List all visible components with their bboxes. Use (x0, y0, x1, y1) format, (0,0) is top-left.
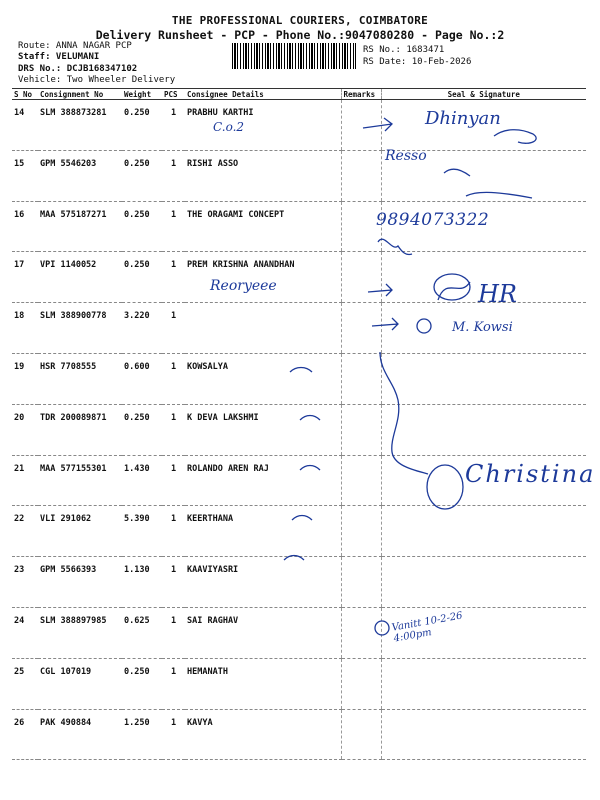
cell-remarks (341, 506, 381, 557)
cell-weight: 5.390 (122, 506, 162, 557)
cell-sno: 18 (12, 303, 38, 354)
cell-pcs: 1 (162, 658, 185, 709)
handwritten-signature: M. Kowsi (452, 320, 513, 335)
cell-consignee: THE ORAGAMI CONCEPT (185, 201, 341, 252)
cell-remarks (341, 709, 381, 760)
cell-consignment: CGL 107019 (38, 658, 122, 709)
cell-sno: 22 (12, 506, 38, 557)
cell-pcs: 1 (162, 455, 185, 506)
cell-remarks (341, 150, 381, 201)
cell-remarks (341, 303, 381, 354)
rs-number: RS No.: 1683471 (363, 45, 445, 55)
cell-sno: 24 (12, 607, 38, 658)
col-consignment-header: Consignment No (38, 89, 122, 100)
cell-consignee: KEERTHANA (185, 506, 341, 557)
cell-consignment: SLM 388873281 (38, 100, 122, 151)
cell-weight: 1.430 (122, 455, 162, 506)
cell-pcs: 1 (162, 607, 185, 658)
cell-pcs: 1 (162, 353, 185, 404)
cell-remarks (341, 455, 381, 506)
table-row (12, 658, 586, 709)
cell-consignment: VLI 291062 (38, 506, 122, 557)
vehicle-label: Vehicle: Two Wheeler Delivery (18, 75, 176, 85)
cell-consignment: GPM 5566393 (38, 557, 122, 608)
cell-signature (381, 709, 586, 760)
cell-weight: 0.250 (122, 201, 162, 252)
cell-sno: 17 (12, 252, 38, 303)
cell-remarks (341, 607, 381, 658)
cell-sno: 25 (12, 658, 38, 709)
cell-weight: 0.250 (122, 658, 162, 709)
handwritten-signature: HR (478, 280, 517, 308)
col-consignee-header: Consignee Details (185, 89, 341, 100)
cell-consignment: TDR 200089871 (38, 404, 122, 455)
cell-consignment: SLM 388900778 (38, 303, 122, 354)
cell-pcs: 1 (162, 100, 185, 151)
cell-weight: 0.250 (122, 404, 162, 455)
cell-weight: 0.625 (122, 607, 162, 658)
handwritten-note: Reoryeee (210, 278, 277, 294)
cell-consignee: PRABHU KARTHI (185, 100, 341, 151)
handwritten-signature: Resso (385, 148, 427, 164)
rs-date: RS Date: 10-Feb-2026 (363, 57, 472, 67)
route-label: Route: ANNA NAGAR PCP (18, 41, 132, 51)
cell-consignment: PAK 490884 (38, 709, 122, 760)
cell-weight: 0.250 (122, 252, 162, 303)
cell-sno: 15 (12, 150, 38, 201)
cell-consignment: VPI 1140052 (38, 252, 122, 303)
table-row (12, 201, 586, 252)
cell-pcs: 1 (162, 303, 185, 354)
cell-sno: 23 (12, 557, 38, 608)
cell-consignment: GPM 5546203 (38, 150, 122, 201)
cell-signature (381, 658, 586, 709)
cell-consignee: HEMANATH (185, 658, 341, 709)
cell-weight: 1.250 (122, 709, 162, 760)
col-sno-header: S No (12, 89, 38, 100)
cell-consignment: SLM 388897985 (38, 607, 122, 658)
cell-weight: 3.220 (122, 303, 162, 354)
handwritten-phone: 9894073322 (376, 210, 490, 230)
cell-signature (381, 506, 586, 557)
cell-signature (381, 353, 586, 404)
table-row (12, 557, 586, 608)
cell-consignee: KOWSALYA (185, 353, 341, 404)
table-row (12, 404, 586, 455)
cell-sno: 21 (12, 455, 38, 506)
cell-consignee: PREM KRISHNA ANANDHAN (185, 252, 341, 303)
cell-remarks (341, 353, 381, 404)
cell-remarks (341, 252, 381, 303)
barcode (232, 43, 356, 69)
col-signature-header: Seal & Signature (381, 89, 586, 100)
cell-remarks (341, 100, 381, 151)
cell-consignee: SAI RAGHAV (185, 607, 341, 658)
runsheet-table (12, 88, 586, 760)
cell-weight: 0.250 (122, 150, 162, 201)
col-pcs-header: PCS (162, 89, 185, 100)
cell-weight: 1.130 (122, 557, 162, 608)
cell-consignee: KAVYA (185, 709, 341, 760)
cell-sno: 14 (12, 100, 38, 151)
cell-remarks (341, 404, 381, 455)
handwritten-signature: Christina (465, 460, 596, 488)
cell-consignee: ROLANDO AREN RAJ (185, 455, 341, 506)
cell-sno: 19 (12, 353, 38, 404)
cell-remarks (341, 557, 381, 608)
table-row (12, 353, 586, 404)
table-row (12, 150, 586, 201)
cell-pcs: 1 (162, 709, 185, 760)
cell-pcs: 1 (162, 506, 185, 557)
handwritten-note: C.o.2 (213, 120, 245, 134)
table-header-row (12, 89, 586, 100)
cell-weight: 0.600 (122, 353, 162, 404)
drs-number: DRS No.: DCJB168347102 (18, 64, 138, 74)
cell-consignee: RISHI ASSO (185, 150, 341, 201)
cell-signature (381, 404, 586, 455)
cell-consignment: MAA 577155301 (38, 455, 122, 506)
cell-weight: 0.250 (122, 100, 162, 151)
col-remarks-header: Remarks (341, 89, 381, 100)
handwritten-signature: Vanitt 10-2-26 4:00pm (390, 610, 464, 645)
cell-consignee: K DEVA LAKSHMI (185, 404, 341, 455)
table-row (12, 506, 586, 557)
cell-pcs: 1 (162, 557, 185, 608)
handwritten-signature: Dhinyan (425, 108, 501, 129)
cell-pcs: 1 (162, 201, 185, 252)
cell-consignee (185, 303, 341, 354)
cell-consignee: KAAVIYASRI (185, 557, 341, 608)
cell-consignment: HSR 7708555 (38, 353, 122, 404)
cell-pcs: 1 (162, 252, 185, 303)
cell-signature (381, 557, 586, 608)
runsheet-title: Delivery Runsheet - PCP - Phone No.:9047080280 - Page No.:2 (95, 28, 505, 42)
cell-sno: 16 (12, 201, 38, 252)
staff-label: Staff: VELUMANI (18, 52, 100, 62)
col-weight-header: Weight (122, 89, 162, 100)
cell-remarks (341, 201, 381, 252)
cell-sno: 20 (12, 404, 38, 455)
cell-pcs: 1 (162, 150, 185, 201)
cell-consignment: MAA 575187271 (38, 201, 122, 252)
table-row (12, 709, 586, 760)
cell-sno: 26 (12, 709, 38, 760)
company-title: THE PROFESSIONAL COURIERS, COIMBATORE (171, 14, 429, 27)
cell-pcs: 1 (162, 404, 185, 455)
cell-remarks (341, 658, 381, 709)
